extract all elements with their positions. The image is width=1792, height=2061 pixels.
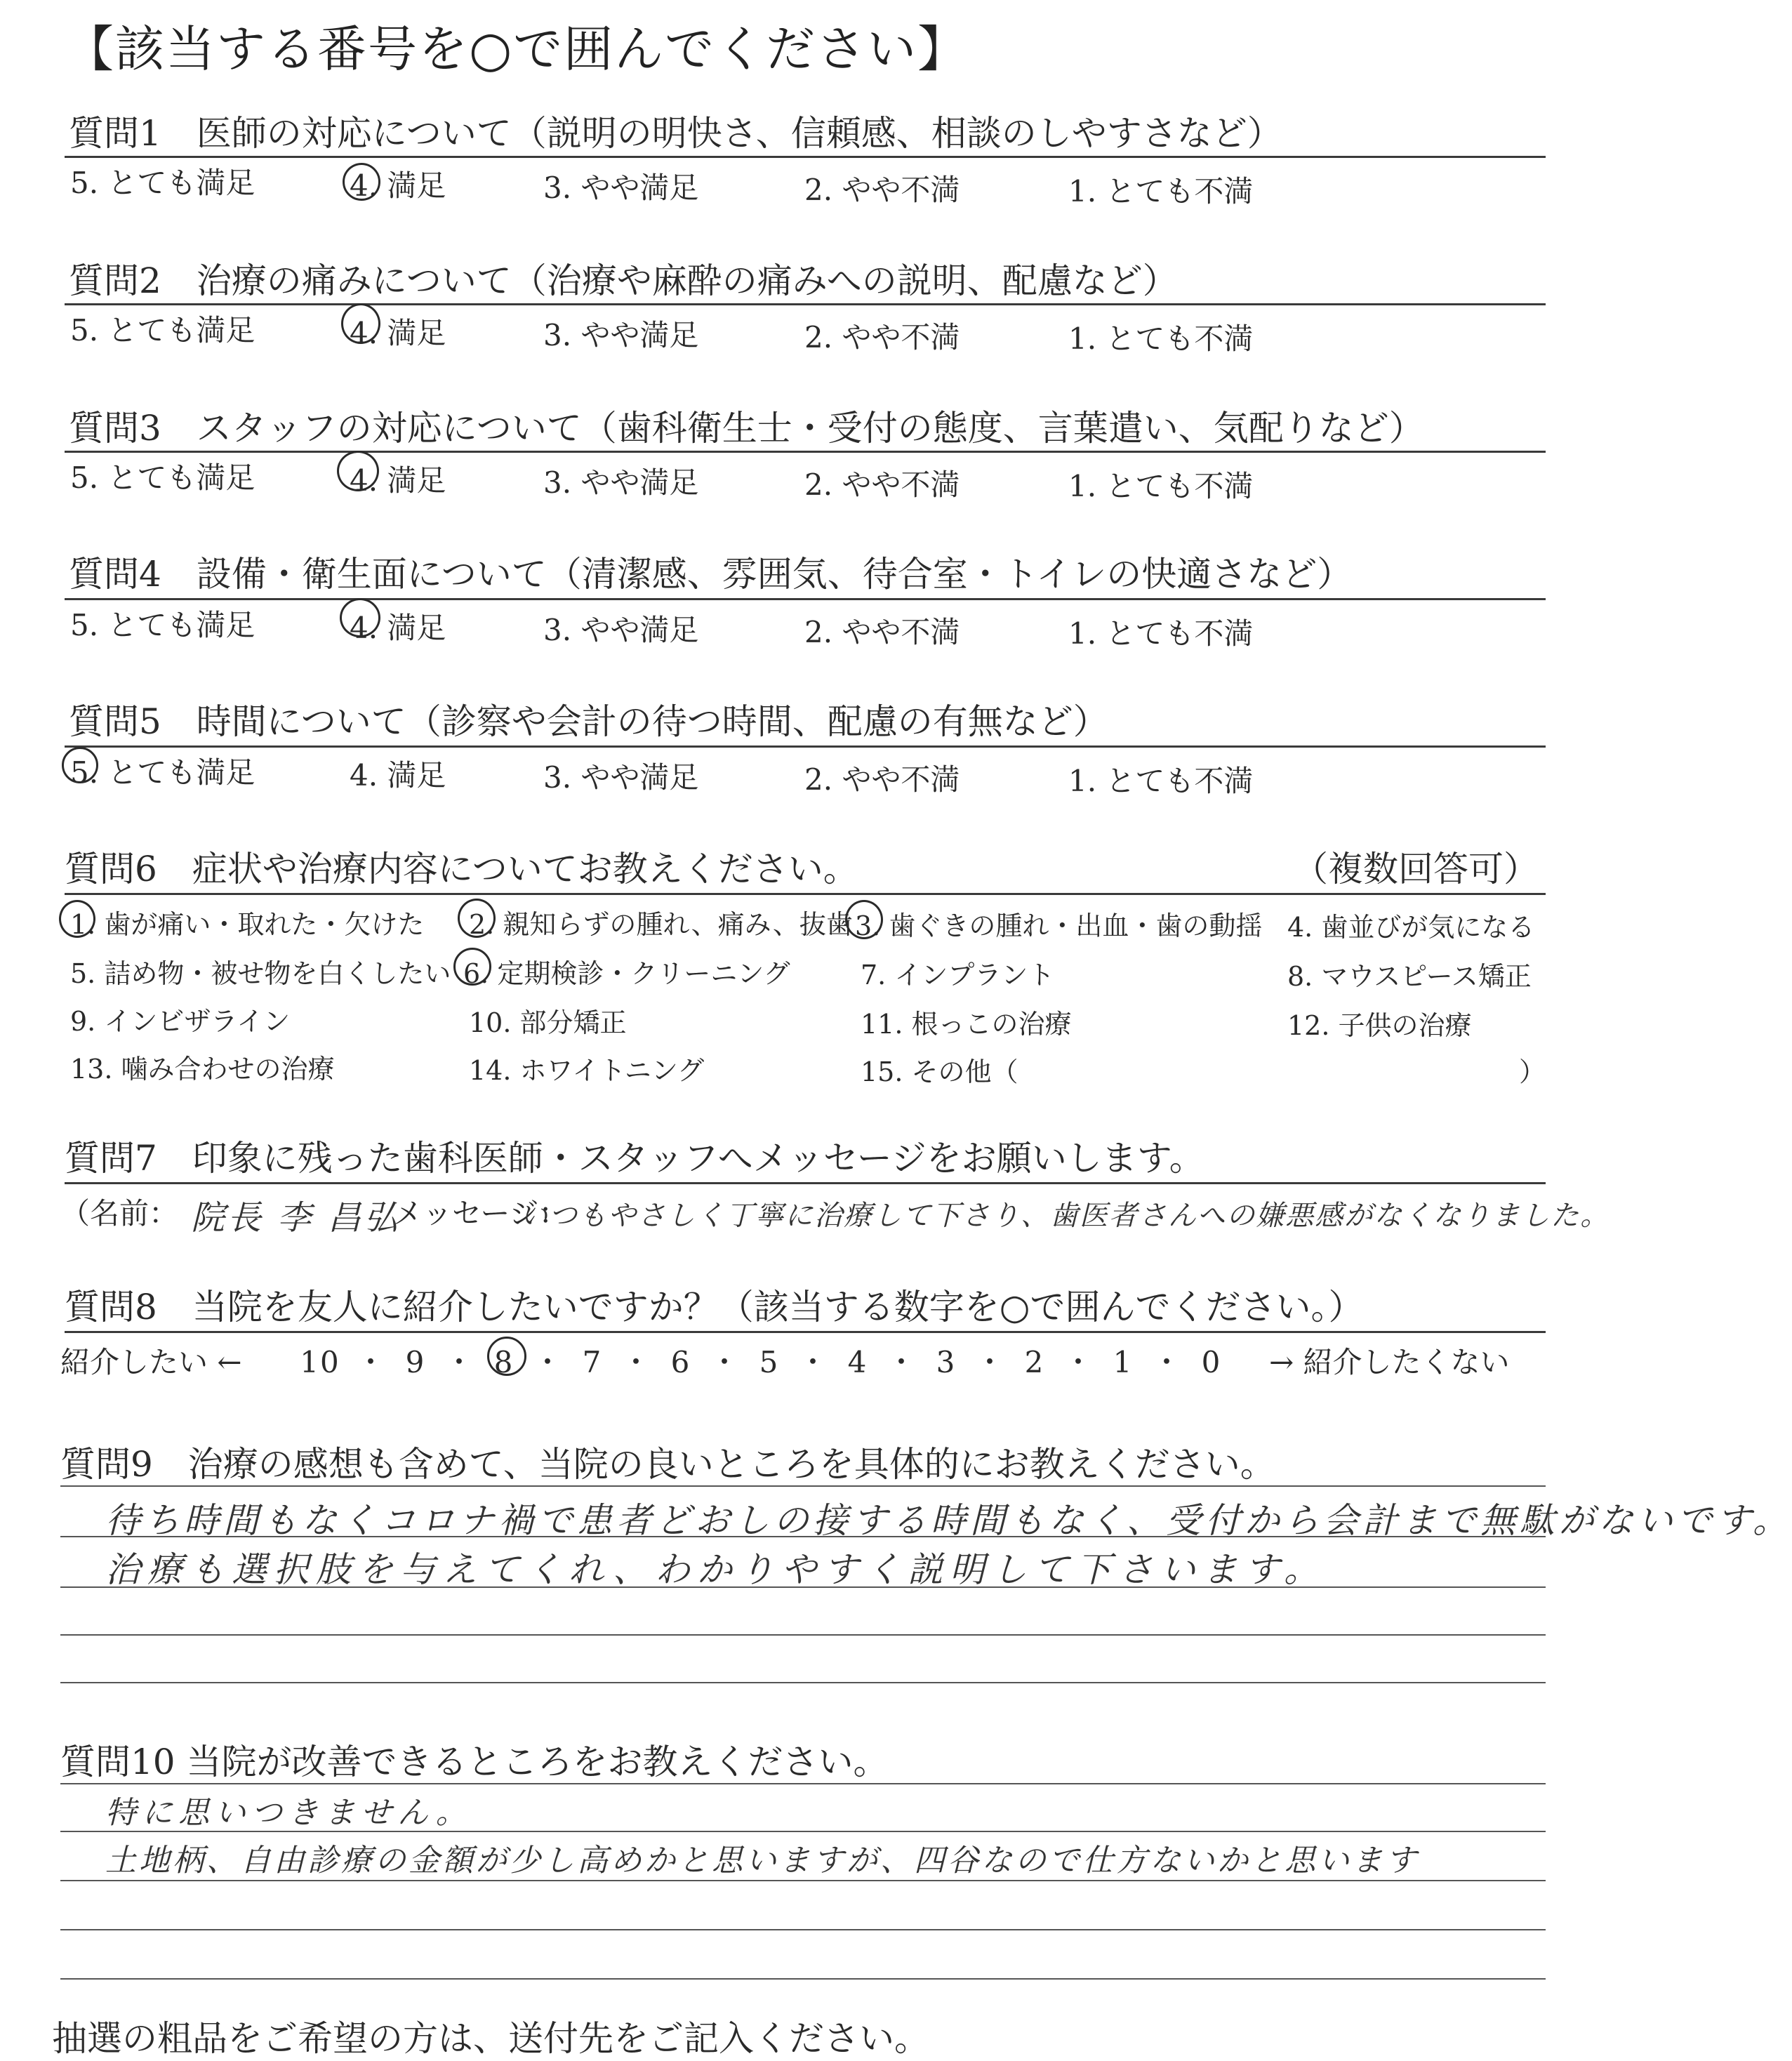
- q6-item-1-circle: [59, 900, 95, 938]
- q4-option-5[interactable]: 5. とても満足: [70, 608, 255, 642]
- question-8-rule: [65, 1331, 1546, 1333]
- q5-option-3[interactable]: 3. やや満足: [543, 760, 699, 795]
- question-10-heading: 質問10 当院が改善できるところをお教えください。: [60, 1742, 889, 1782]
- q8-scale-separator: ・: [620, 1345, 652, 1379]
- q6-item-15-close: ）: [1519, 1056, 1546, 1087]
- q4-option-3[interactable]: 3. やや満足: [543, 613, 699, 647]
- q8-scale-separator: ・: [709, 1345, 741, 1379]
- q9-line-5: [60, 1682, 1546, 1683]
- q4-option-2[interactable]: 2. やや不満: [804, 615, 960, 649]
- question-5-rule: [65, 745, 1546, 748]
- q4-option-4[interactable]: 4. 満足: [350, 611, 446, 645]
- q5-option-2[interactable]: 2. やや不満: [804, 762, 960, 797]
- q8-scale-separator: ・: [532, 1345, 564, 1379]
- q3-selected-circle: [337, 451, 379, 491]
- q9-answer-line-2[interactable]: 治療も選択肢を与えてくれ、わかりやすく説明して下さいます。: [105, 1549, 1326, 1590]
- q8-scale-separator: ・: [797, 1345, 829, 1379]
- q6-item-8[interactable]: 8. マウスピース矯正: [1287, 961, 1532, 992]
- q10-answer-line-2[interactable]: 土地柄、自由診療の金額が少し高めかと思いますが、四谷なので仕方ないかと思います: [105, 1843, 1419, 1878]
- q5-option-1[interactable]: 1. とても不満: [1068, 764, 1254, 798]
- footer-note: 抽選の粗品をご希望の方は、送付先をご記入ください。: [52, 2018, 929, 2059]
- q8-right-label: → 紹介したくない: [1269, 1345, 1510, 1379]
- question-9-heading: 質問9 治療の感想も含めて、当院の良いところを具体的にお教えください。: [60, 1444, 1275, 1485]
- q9-line-3: [60, 1586, 1546, 1588]
- q6-item-2[interactable]: 2. 親知らずの腫れ、痛み、抜歯: [469, 909, 853, 940]
- q8-scale: [299, 1339, 1226, 1381]
- q6-item-11[interactable]: 11. 根っこの治療: [861, 1009, 1072, 1040]
- q7-name-value[interactable]: 院長 李 昌弘: [191, 1198, 401, 1238]
- q8-scale-4[interactable]: 4: [847, 1345, 868, 1379]
- q6-item-10[interactable]: 10. 部分矯正: [469, 1007, 627, 1038]
- q5-option-4[interactable]: 4. 満足: [350, 758, 446, 793]
- q2-option-5[interactable]: 5. とても満足: [70, 313, 255, 347]
- question-6-note: （複数回答可）: [1293, 849, 1539, 889]
- q1-option-3[interactable]: 3. やや満足: [543, 171, 699, 205]
- question-3-heading: 質問3 スタッフの対応について（歯科衛生士・受付の態度、言葉遣い、気配りなど）: [69, 408, 1424, 449]
- q8-scale-7[interactable]: 7: [582, 1345, 603, 1379]
- q3-option-5[interactable]: 5. とても満足: [70, 460, 255, 495]
- q6-item-3-circle: [845, 900, 883, 939]
- q3-option-4[interactable]: 4. 満足: [350, 463, 446, 498]
- q4-option-1[interactable]: 1. とても不満: [1068, 616, 1254, 651]
- q10-line-4: [60, 1929, 1546, 1930]
- q1-option-2[interactable]: 2. やや不満: [804, 173, 960, 207]
- q5-selected-circle: [62, 747, 98, 783]
- q2-selected-circle: [341, 303, 380, 344]
- q6-item-7[interactable]: 7. インプラント: [861, 960, 1055, 990]
- q2-option-2[interactable]: 2. やや不満: [804, 320, 960, 354]
- q6-item-4[interactable]: 4. 歯並びが気になる: [1287, 912, 1535, 943]
- q7-message-label: メッセージ：: [393, 1196, 569, 1231]
- q8-scale-2[interactable]: 2: [1024, 1345, 1045, 1379]
- q1-option-4[interactable]: 4. 満足: [350, 168, 446, 203]
- q10-line-3: [60, 1880, 1546, 1881]
- q8-selected-circle: [487, 1337, 526, 1376]
- question-1-rule: [65, 156, 1546, 158]
- q8-scale-8[interactable]: 8: [493, 1345, 515, 1379]
- question-7-heading: 質問7 印象に残った歯科医師・スタッフへメッセージをお願いします。: [65, 1138, 1204, 1179]
- q8-scale-separator: ・: [886, 1345, 917, 1379]
- question-8-heading: 質問8 当院を友人に紹介したいですか？（該当する数字を○で囲んでください。）: [65, 1287, 1364, 1327]
- q3-option-3[interactable]: 3. やや満足: [543, 465, 699, 500]
- question-4-heading: 質問4 設備・衛生面について（清潔感、雰囲気、待合室・トイレの快適さなど）: [69, 554, 1353, 595]
- q8-scale-separator: ・: [444, 1345, 475, 1379]
- q6-item-6[interactable]: 6. 定期検診・クリーニング: [463, 958, 790, 989]
- q8-scale-separator: ・: [1151, 1345, 1183, 1379]
- q9-line-4: [60, 1634, 1546, 1636]
- q8-scale-1[interactable]: 1: [1113, 1345, 1134, 1379]
- q8-scale-3[interactable]: 3: [936, 1345, 957, 1379]
- q10-line-2: [60, 1831, 1546, 1832]
- question-2-heading: 質問2 治療の痛みについて（治療や麻酔の痛みへの説明、配慮など）: [69, 260, 1178, 301]
- q6-item-15[interactable]: 15. その他（: [861, 1056, 1018, 1087]
- q8-scale-0[interactable]: 0: [1201, 1345, 1222, 1379]
- q10-line-5: [60, 1978, 1546, 1980]
- q8-scale-9[interactable]: 9: [405, 1345, 426, 1379]
- question-2-rule: [65, 303, 1546, 305]
- q6-item-2-circle: [458, 899, 496, 938]
- q6-item-3[interactable]: 3. 歯ぐきの腫れ・出血・歯の動揺: [855, 910, 1263, 941]
- q8-scale-separator: ・: [974, 1345, 1006, 1379]
- q9-line-2: [60, 1536, 1546, 1537]
- q6-item-9[interactable]: 9. インビザライン: [70, 1006, 291, 1037]
- q1-option-1[interactable]: 1. とても不満: [1068, 174, 1254, 208]
- page-title: 【該当する番号を○で囲んでください】: [65, 20, 969, 78]
- q8-scale-5[interactable]: 5: [759, 1345, 780, 1379]
- q10-line-1: [60, 1783, 1546, 1784]
- question-1-heading: 質問1 医師の対応について（説明の明快さ、信頼感、相談のしやすさなど）: [69, 113, 1282, 154]
- q6-item-12[interactable]: 12. 子供の治療: [1287, 1010, 1472, 1041]
- question-5-heading: 質問5 時間について（診察や会計の待つ時間、配慮の有無など）: [69, 701, 1108, 742]
- q8-left-label: 紹介したい ←: [60, 1345, 242, 1379]
- question-3-rule: [65, 451, 1546, 453]
- q6-item-14[interactable]: 14. ホワイトニング: [469, 1055, 705, 1086]
- q2-option-3[interactable]: 3. やや満足: [543, 318, 699, 352]
- q6-item-6-circle: [453, 948, 491, 986]
- q10-answer-line-1[interactable]: 特に思いつきません。: [105, 1795, 472, 1831]
- question-6-rule: [65, 893, 1546, 895]
- q6-item-5[interactable]: 5. 詰め物・被せ物を白くしたい: [70, 958, 451, 989]
- q8-scale-6[interactable]: 6: [670, 1345, 691, 1379]
- question-6-heading: 質問6 症状や治療内容についてお教えください。: [65, 849, 858, 889]
- q6-item-1[interactable]: 1. 歯が痛い・取れた・欠けた: [70, 909, 425, 940]
- q9-answer-line-1[interactable]: 待ち時間もなくコロナ禍で患者どおしの接する時間もなく、受付から会計まで無駄がないです。: [105, 1500, 1792, 1541]
- q3-option-2[interactable]: 2. やや不満: [804, 468, 960, 502]
- q8-scale-separator: ・: [355, 1345, 387, 1379]
- q1-selected-circle: [343, 163, 380, 201]
- q8-scale-10[interactable]: 10: [300, 1345, 340, 1379]
- q3-option-1[interactable]: 1. とても不満: [1068, 469, 1254, 503]
- q9-line-1: [60, 1485, 1546, 1487]
- q5-option-5[interactable]: 5. とても満足: [70, 755, 255, 790]
- q4-selected-circle: [340, 598, 380, 637]
- q7-message-value[interactable]: いつもやさしく丁寧に治療して下さり、歯医者さんへの嫌悪感がなくなりました。: [519, 1200, 1610, 1232]
- q6-item-13[interactable]: 13. 噛み合わせの治療: [70, 1054, 335, 1085]
- q1-option-5[interactable]: 5. とても満足: [70, 166, 255, 200]
- q2-option-4[interactable]: 4. 満足: [350, 316, 446, 350]
- question-7-rule: [65, 1182, 1546, 1184]
- q8-scale-separator: ・: [1063, 1345, 1094, 1379]
- q7-name-label: （名前：: [60, 1196, 179, 1231]
- q2-option-1[interactable]: 1. とても不満: [1068, 322, 1254, 356]
- question-4-rule: [65, 598, 1546, 600]
